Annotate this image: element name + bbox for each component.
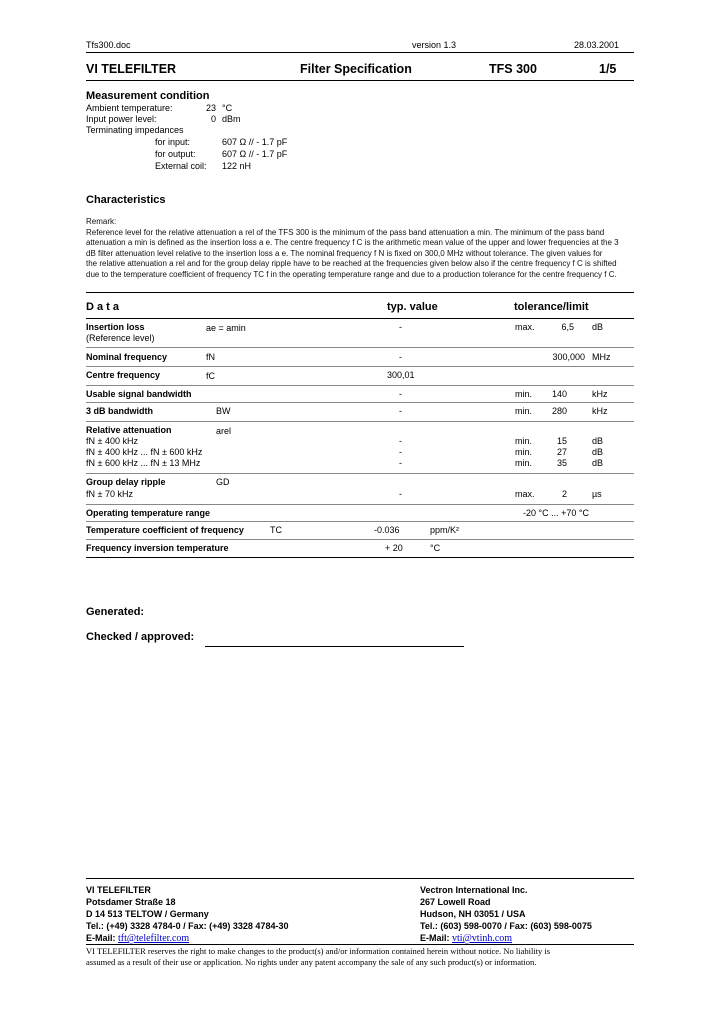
checked-label: Checked / approved: xyxy=(86,631,195,643)
coil-label: External coil: xyxy=(155,161,207,171)
measurement-heading: Measurement condition xyxy=(86,90,210,102)
row-num: 280 xyxy=(551,406,567,416)
footer-left-email[interactable]: tft@telefilter.com xyxy=(118,933,190,944)
footer-right-line: Vectron International Inc. xyxy=(420,885,528,895)
rel-limit: min. xyxy=(515,436,533,446)
row-unit: dB xyxy=(592,322,604,332)
col-typ: typ. value xyxy=(387,301,438,313)
footer-left-line: Tel.: (+49) 3328 4784-0 / Fax: (+49) 3328 4784-30 xyxy=(86,921,289,931)
rel-cond: fN ± 400 kHz ... fN ± 600 kHz xyxy=(86,447,203,457)
row-rule xyxy=(86,421,634,422)
row-typ: - xyxy=(399,322,402,332)
footer-left-line: D 14 513 TELTOW / Germany xyxy=(86,909,209,919)
impedance-label: Terminating impedances xyxy=(86,125,184,135)
rel-typ: - xyxy=(399,447,402,457)
row-rule xyxy=(86,402,634,403)
tc-label: Temperature coefficient of frequency xyxy=(86,525,244,535)
row-rule xyxy=(86,347,634,348)
input-label: for input: xyxy=(155,137,191,147)
row-symbol: ae = amin xyxy=(206,323,246,333)
inv-typ: + 20 xyxy=(385,543,403,553)
rel-num: 15 xyxy=(556,436,567,446)
op-temp-value: -20 °C ... +70 °C xyxy=(523,508,589,518)
row-unit: kHz xyxy=(592,389,608,399)
rel-cond: fN ± 600 kHz ... fN ± 13 MHz xyxy=(86,458,201,468)
rel-typ: - xyxy=(399,436,402,446)
table-top-rule xyxy=(86,292,634,293)
footer-right-email-label: E-Mail: xyxy=(420,933,450,943)
tc-unit: ppm/K² xyxy=(430,525,460,535)
rel-cond: fN ± 400 kHz xyxy=(86,436,138,446)
gd-cond: fN ± 70 kHz xyxy=(86,489,133,499)
top-rule xyxy=(86,52,634,53)
output-value: 607 Ω // - 1.7 pF xyxy=(222,149,288,159)
ambient-value: 23 xyxy=(205,103,216,113)
row-unit: MHz xyxy=(592,352,611,362)
power-label: Input power level: xyxy=(86,114,157,124)
row-rule xyxy=(86,521,634,522)
gd-limit: max. xyxy=(515,489,535,499)
coil-value: 122 nH xyxy=(222,161,252,171)
op-temp-label: Operating temperature range xyxy=(86,508,211,518)
rel-label: Relative attenuation xyxy=(86,425,172,435)
output-label: for output: xyxy=(155,149,196,159)
signature-line xyxy=(205,646,464,647)
row-symbol: fN xyxy=(206,352,215,362)
inv-label: Frequency inversion temperature xyxy=(86,543,229,553)
row-typ: - xyxy=(399,352,402,362)
input-value: 607 Ω // - 1.7 pF xyxy=(222,137,288,147)
gd-symbol: GD xyxy=(216,477,230,487)
row-symbol: fC xyxy=(206,371,215,381)
company-prefix: VI xyxy=(86,62,98,76)
part-number: TFS 300 xyxy=(489,62,537,76)
row-typ: - xyxy=(399,406,402,416)
rel-unit: dB xyxy=(592,447,604,457)
rel-unit: dB xyxy=(592,458,604,468)
footer-left-line: VI TELEFILTER xyxy=(86,885,151,895)
ambient-unit: °C xyxy=(222,103,233,113)
row-label: Usable signal bandwidth xyxy=(86,389,192,399)
footer-right-line: 267 Lowell Road xyxy=(420,897,491,907)
col-tol: tolerance/limit xyxy=(514,301,589,313)
gd-typ: - xyxy=(399,489,402,499)
rel-typ: - xyxy=(399,458,402,468)
header-rule xyxy=(86,80,634,81)
row-rule xyxy=(86,539,634,540)
gd-num: 2 xyxy=(561,489,567,499)
row-sublabel: (Reference level) xyxy=(86,333,155,343)
row-typ: - xyxy=(399,389,402,399)
disclaimer-line: assumed as a result of their use or application. No rights under any patent accompany the sale of any such product(s) or information. xyxy=(86,957,537,967)
row-num: 300,000 xyxy=(552,352,585,362)
rel-num: 27 xyxy=(556,447,567,457)
remark-block xyxy=(86,217,634,280)
remark-line: due to the temperature coefficient of frequency TC f in the operating temperature range and due to a production tolerance for the centre frequency f C. xyxy=(86,269,617,279)
footer-left-email-label: E-Mail: xyxy=(86,933,116,943)
table-bottom-rule xyxy=(86,557,634,558)
rel-symbol: arel xyxy=(216,426,232,436)
file-name: Tfs300.doc xyxy=(86,40,131,50)
rel-limit: min. xyxy=(515,447,533,457)
gd-label: Group delay ripple xyxy=(86,477,166,487)
row-label: Nominal frequency xyxy=(86,352,168,362)
gd-unit: µs xyxy=(592,489,602,499)
row-rule xyxy=(86,473,634,474)
row-label: Centre frequency xyxy=(86,370,161,380)
power-value: 0 xyxy=(210,114,216,124)
row-num: 6,5 xyxy=(561,322,574,332)
footer-right xyxy=(420,884,592,945)
remark-line: dB filter attenuation level relative to the insertion loss a e. The nominal frequency f N is fixed on 300,0 MHz without tolerance. The given values for xyxy=(86,248,603,258)
generated-label: Generated: xyxy=(86,606,145,618)
power-unit: dBm xyxy=(222,114,241,124)
company-name: TELEFILTER xyxy=(101,62,177,76)
rel-num: 35 xyxy=(556,458,567,468)
row-limit: min. xyxy=(515,406,533,416)
doc-date: 28.03.2001 xyxy=(574,40,620,50)
row-rule xyxy=(86,504,634,505)
disclaimer xyxy=(86,946,550,968)
row-limit: min. xyxy=(515,389,533,399)
footer-right-line: Hudson, NH 03051 / USA xyxy=(420,909,526,919)
disclaimer-line: VI TELEFILTER reserves the right to make changes to the product(s) and/or information contained herein without notice. No liability is xyxy=(86,946,551,956)
inv-unit: °C xyxy=(430,543,441,553)
remark-line: attenuation a min is defined as the insertion loss a e. The centre frequency f C is the arithmetic mean value of the upper and lower frequencies at the 3 xyxy=(86,238,619,247)
col-data: D a t a xyxy=(86,301,120,313)
footer-left-line: Potsdamer Straße 18 xyxy=(86,897,176,907)
tc-symbol: TC xyxy=(270,525,282,535)
footer-left xyxy=(86,884,288,945)
row-limit: max. xyxy=(515,322,535,332)
row-symbol: BW xyxy=(216,406,231,416)
tc-typ: -0.036 xyxy=(374,525,400,535)
remark-title: Remark: xyxy=(86,217,117,226)
footer-right-line: Tel.: (603) 598-0070 / Fax: (603) 598-0075 xyxy=(420,921,592,931)
rel-unit: dB xyxy=(592,436,604,446)
version-label: version 1.3 xyxy=(412,40,457,50)
company-logo xyxy=(86,62,176,76)
doc-title: Filter Specification xyxy=(300,62,412,76)
page-number: 1/5 xyxy=(599,62,617,76)
row-unit: kHz xyxy=(592,406,608,416)
footer-rule-2 xyxy=(86,944,634,945)
header-bottom-rule xyxy=(86,318,634,319)
footer-right-email[interactable]: vti@vtinh.com xyxy=(452,933,513,944)
row-typ: 300,01 xyxy=(387,370,415,380)
row-num: 140 xyxy=(551,389,567,399)
row-rule xyxy=(86,366,634,367)
remark-line: Reference level for the relative attenuation a rel of the TFS 300 is the minimum of the pass band attenuation a min. The minimum of the pass band xyxy=(86,227,605,237)
characteristics-heading: Characteristics xyxy=(86,194,166,206)
row-label: Insertion loss xyxy=(86,322,145,332)
row-rule xyxy=(86,385,634,386)
remark-line: the relative attenuation a rel and for the group delay ripple have to be reached at the frequencies given below also if the centre frequency f C is shifted xyxy=(86,259,617,268)
ambient-label: Ambient temperature: xyxy=(86,103,173,113)
footer-rule xyxy=(86,878,634,879)
row-label: 3 dB bandwidth xyxy=(86,406,153,416)
rel-limit: min. xyxy=(515,458,533,468)
